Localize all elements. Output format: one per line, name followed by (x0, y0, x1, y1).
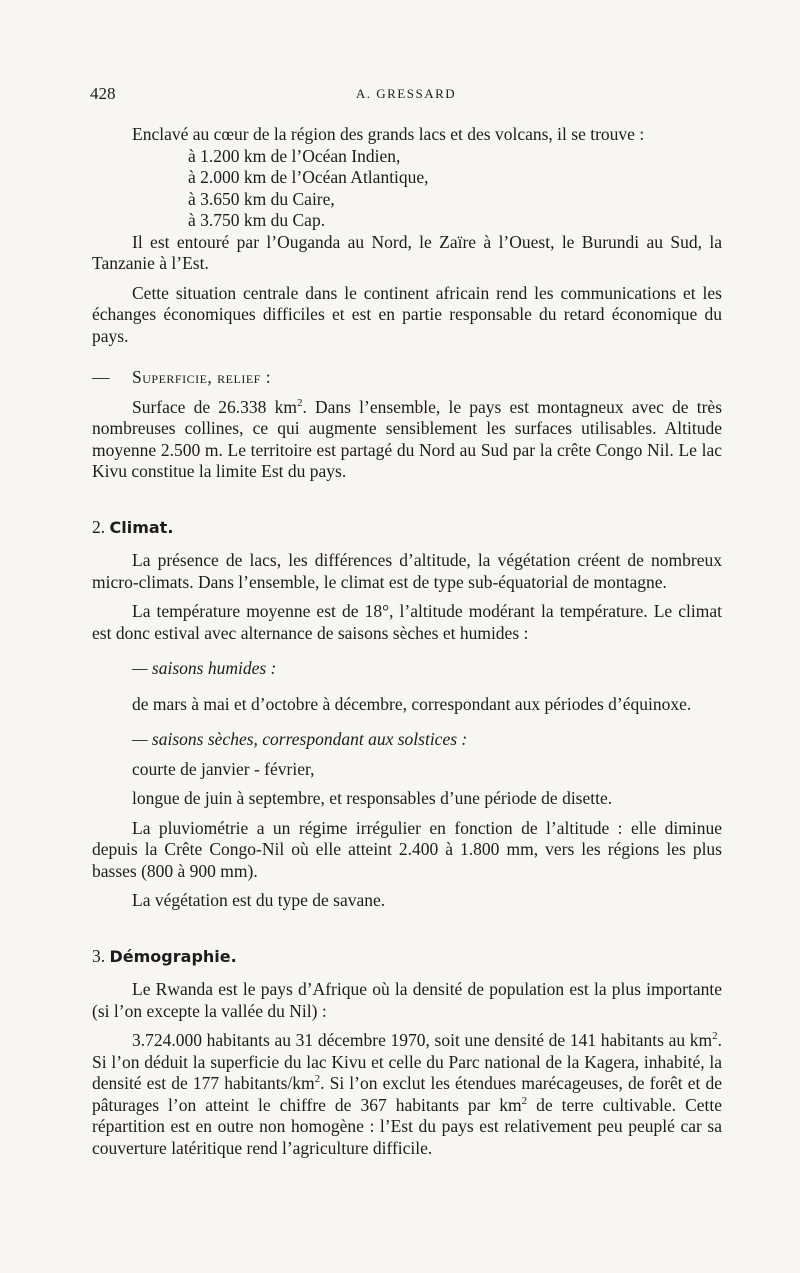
section-title: Climat. (109, 517, 174, 537)
density-intro-paragraph: Le Rwanda est le pays d’Afrique où la densité de population est la plus importante (si l’on excepte la vallée du Nil) : (92, 979, 722, 1021)
temperature-paragraph: La température moyenne est de 18°, l’altitude modérant la température. Le climat est donc estival avec alternance de saisons sèches et humides : (92, 601, 722, 643)
text-run: . Si l’on déduit la superficie du lac Kivu et celle du Parc national de la Kagera, inhabité, la densité est de 177 habitants/km (92, 1030, 722, 1093)
superscript: 2 (521, 1094, 528, 1107)
superscript: 2 (712, 1030, 718, 1043)
list-item: à 3.650 km du Caire, (188, 188, 335, 209)
dry-season-heading: — saisons sèches, correspondant aux solstices : (132, 729, 468, 749)
text-run: 3.724.000 habitants au 31 décembre 1970, soit une densité de 141 habitants au km (132, 1030, 713, 1050)
superficie-heading (92, 367, 722, 389)
text-run: . Si l’on exclut les étendues marécageuses, de forêt et de pâturages l’on atteint le chiffre de 367 habitants par km (92, 1073, 722, 1115)
intro-paragraph: Enclavé au cœur de la région des grands lacs et des volcans, il se trouve : (132, 124, 645, 144)
dry-season-short: courte de janvier - février, (132, 758, 315, 779)
list-item: à 3.750 km du Cap. (188, 210, 326, 230)
page-body (92, 124, 722, 1159)
section-number: 2. (92, 516, 106, 537)
page-number: 428 (90, 84, 116, 103)
humid-season-heading: — saisons humides : (132, 658, 277, 678)
borders-paragraph: Il est entouré par l’Ouganda au Nord, le Zaïre à l’Ouest, le Burundi au Sud, la Tanzanie à l’Est. (92, 231, 722, 273)
distance-list (92, 146, 722, 232)
text-run: de terre cultivable. Cette répartition est en outre non homogène : l’Est du pays est relativement peu peuplé car sa couverture latéritique rend l’agriculture difficile. (92, 1094, 722, 1158)
page-header (90, 84, 722, 108)
superscript: 2 (296, 396, 303, 409)
dry-season-long: longue de juin à septembre, et responsables d’une période de disette. (132, 788, 613, 808)
text-run: Surface de 26.338 km (132, 396, 297, 417)
superscript: 2 (314, 1073, 321, 1086)
text-run: . Dans l’ensemble, le pays est montagneux avec de très nombreuses collines, ce qui augmente sensiblement les surfaces utilisables. Altitude moyenne 2.500 m. Le territoire est partagé du Nord au Sud par la crête Congo Nil. Le lac Kivu constitue la limite Est du pays. (92, 396, 722, 481)
superficie-title: Superficie, relief : (132, 367, 272, 387)
section-number: 3. (92, 945, 106, 966)
population-paragraph (92, 1030, 722, 1159)
climat-paragraph: La présence de lacs, les différences d’altitude, la végétation créent de nombreux micro-climats. Dans l’ensemble, le climat est de type sub-équatorial de montagne. (92, 550, 722, 592)
superficie-paragraph (92, 397, 722, 483)
section-title: Démographie. (109, 946, 237, 966)
vegetation-paragraph: La végétation est du type de savane. (132, 890, 386, 910)
em-dash: — (92, 367, 110, 387)
section-heading-climat (92, 517, 722, 539)
list-item: à 2.000 km de l’Océan Atlantique, (188, 167, 429, 187)
list-item: à 1.200 km de l’Océan Indien, (188, 145, 401, 166)
rainfall-paragraph: La pluviométrie a un régime irrégulier en fonction de l’altitude : elle diminue depuis la Crête Congo-Nil où elle atteint 2.400 à 1.800 mm, vers les régions les plus basses (800 à 900 mm). (92, 817, 722, 881)
running-head: A. GRESSARD (355, 86, 457, 101)
humid-season-text: de mars à mai et d’octobre à décembre, correspondant aux périodes d’équinoxe. (132, 693, 692, 714)
situation-paragraph: Cette situation centrale dans le continent africain rend les communications et les échanges économiques difficiles et est en partie responsable du retard économique du pays. (92, 282, 722, 346)
section-heading-demographie (92, 946, 722, 968)
